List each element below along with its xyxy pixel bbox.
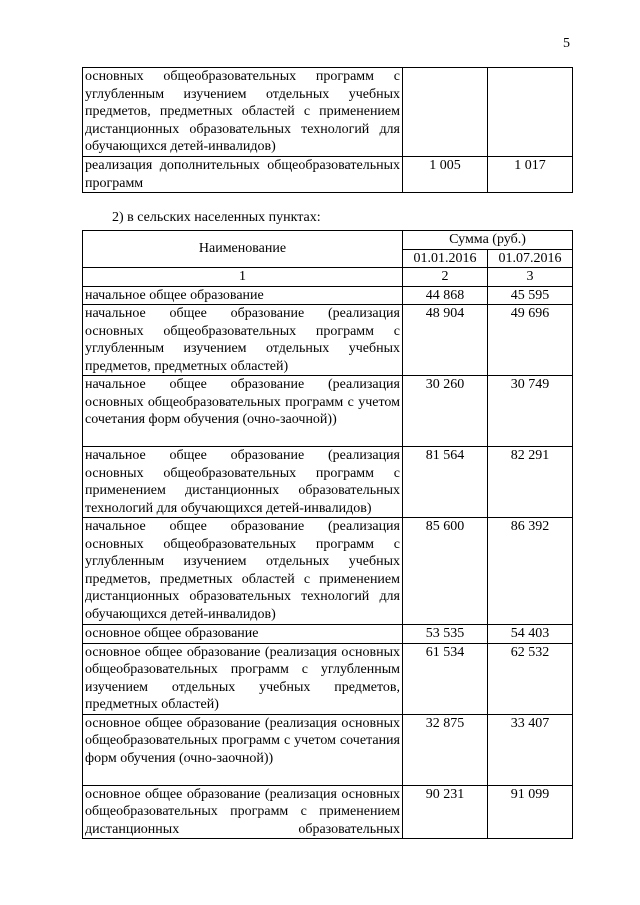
row-name: реализация дополнительных общеобразовательных программ [83,157,403,193]
value-2016-01 [403,68,488,157]
value-2016-01: 44 868 [403,286,488,305]
row-name: начальное общее образование (реализация основных общеобразовательных программ с применением дистанционных образовательных технологий для обучающихся детей-инвалидов) [83,447,403,518]
column-number-row [83,268,573,287]
row-name: основное общее образование (реализация основных общеобразовательных программ с учетом сочетания форм обучения (очно-заочной)) [83,714,403,785]
table-row [83,785,573,839]
value-2016-07: 49 696 [488,305,573,376]
table-row [83,286,573,305]
table-row [83,518,573,625]
table-row [83,376,573,447]
value-2016-07 [488,68,573,157]
table-row [83,643,573,714]
value-2016-01: 90 231 [403,785,488,839]
value-2016-07: 86 392 [488,518,573,625]
table-row [83,157,573,193]
col-number-3: 3 [488,268,573,287]
header-date-2: 01.07.2016 [488,249,573,268]
value-2016-07: 54 403 [488,625,573,644]
value-2016-07: 82 291 [488,447,573,518]
row-name: начальное общее образование (реализация основных общеобразовательных программ с углубленным изучением отдельных учебных предметов, предметных областей) [83,305,403,376]
value-2016-01: 32 875 [403,714,488,785]
row-name: основное общее образование (реализация основных общеобразовательных программ с углубленным изучением отдельных учебных предметов, предметных областей) [83,643,403,714]
row-name: основных общеобразовательных программ с углубленным изучением отдельных учебных предметов, предметных областей с применением дистанционных образовательных технологий для обучающихся детей-инвалидов) [83,68,403,157]
header-sum: Сумма (руб.) [403,231,573,250]
table-row [83,447,573,518]
row-name: начальное общее образование (реализация основных общеобразовательных программ с учетом сочетания форм обучения (очно-заочной)) [83,376,403,447]
col-number-1: 1 [83,268,403,287]
col-number-2: 2 [403,268,488,287]
value-2016-01: 61 534 [403,643,488,714]
value-2016-01: 1 005 [403,157,488,193]
header-date-1: 01.01.2016 [403,249,488,268]
value-2016-07: 33 407 [488,714,573,785]
table-row [83,68,573,157]
continued-table [82,67,573,193]
table-row [83,714,573,785]
row-name: основное общее образование [83,625,403,644]
value-2016-01: 81 564 [403,447,488,518]
rural-costs-table [82,230,573,839]
row-name: начальное общее образование (реализация основных общеобразовательных программ с углубленным изучением отдельных учебных предметов, предметных областей с применением дистанционных образовательных технологий для обучающихся детей-инвалидов) [83,518,403,625]
value-2016-07: 91 099 [488,785,573,839]
value-2016-07: 30 749 [488,376,573,447]
page-number: 5 [563,36,570,51]
value-2016-01: 48 904 [403,305,488,376]
value-2016-01: 30 260 [403,376,488,447]
section-label: 2) в сельских населенных пунктах: [112,210,321,225]
table-row [83,305,573,376]
value-2016-01: 53 535 [403,625,488,644]
value-2016-07: 1 017 [488,157,573,193]
table-row [83,625,573,644]
header-name: Наименование [83,231,403,268]
header-row [83,231,573,250]
value-2016-07: 62 532 [488,643,573,714]
value-2016-01: 85 600 [403,518,488,625]
value-2016-07: 45 595 [488,286,573,305]
row-name: начальное общее образование [83,286,403,305]
row-name: основное общее образование (реализация основных общеобразовательных программ с применением дистанционных образовательных [83,785,403,839]
